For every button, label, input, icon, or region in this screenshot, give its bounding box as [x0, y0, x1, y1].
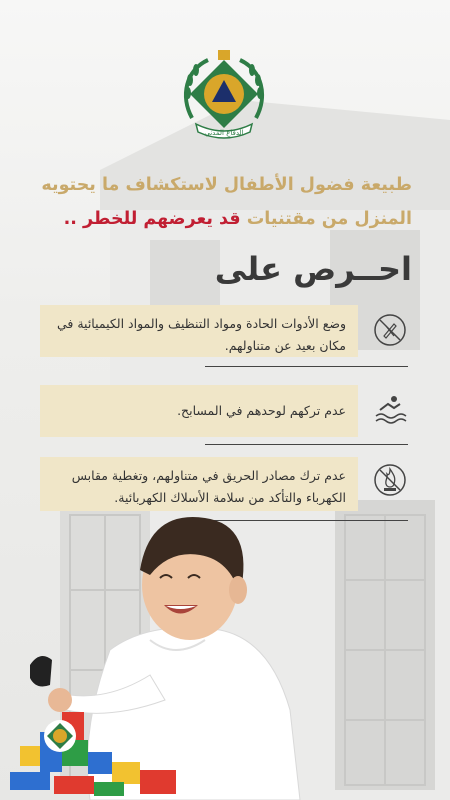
headline-line-1: طبيعة فضول الأطفال لاستكشاف ما يحتويه — [41, 175, 412, 195]
no-fire-icon — [372, 462, 408, 498]
tip-2-divider — [205, 444, 408, 445]
headline-line-2 — [22, 202, 412, 236]
tip-1-divider — [205, 366, 408, 367]
tip-1: وضع الأدوات الحادة ومواد التنظيف والمواد الكيميائية في مكان بعيد عن متناولهم. — [40, 305, 358, 357]
headline — [22, 168, 412, 236]
tip-2: عدم تركهم لوحدهم في المسابح. — [40, 385, 358, 437]
headline-line-2-part-1: المنزل من مقتنيات — [246, 209, 412, 229]
child-illustration — [0, 500, 340, 800]
no-tools-icon — [372, 312, 408, 348]
section-heading: احــرص على — [214, 250, 412, 288]
civil-defense-logo — [178, 48, 270, 140]
swimmer-icon — [372, 390, 408, 426]
headline-line-2-part-2: قد يعرضهم للخطر .. — [63, 209, 241, 229]
tip-3: عدم ترك مصادر الحريق في متناولهم، وتغطية مقابس الكهرباء والتأكد من سلامة الأسلاك الكهربائية. — [40, 457, 358, 511]
logo-caption: الدفاع المدني — [204, 129, 244, 137]
small-civil-defense-emblem — [42, 718, 78, 754]
